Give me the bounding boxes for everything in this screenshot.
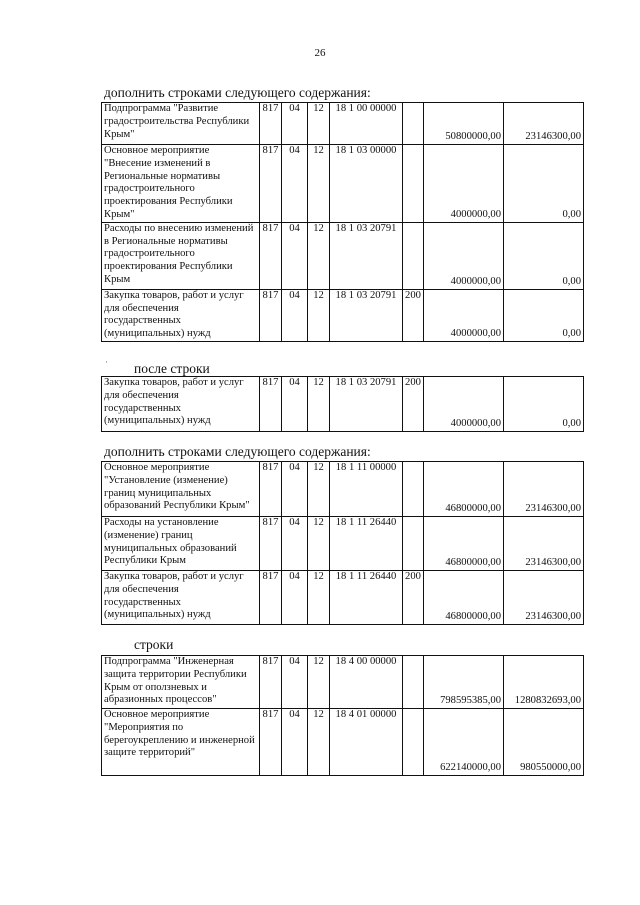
row-name: Закупка товаров, работ и услуг для обеспечения государственных (муниципальных) нужд [102,377,260,432]
row-amount-2: 0,00 [504,377,584,432]
row-amount-2: 23146300,00 [504,462,584,517]
mark-dot: · [105,357,108,367]
row-target-code: 18 4 00 00000 [330,656,403,709]
row-expense-type [403,222,424,289]
row-expense-type [403,145,424,223]
row-section-code: 04 [282,571,308,625]
table-row [102,222,584,289]
budget-table-3 [101,461,584,625]
table-row [102,145,584,223]
row-target-code: 18 1 11 26440 [330,571,403,625]
row-name: Основное мероприятие "Мероприятия по берегоукреплению и инженерной защите территорий" [102,709,260,776]
budget-table-1 [101,102,584,342]
section-heading-1: дополнить строками следующего содержания: [104,85,371,100]
row-subsection-code: 12 [308,462,330,517]
row-ved-code: 817 [260,709,282,776]
row-expense-type: 200 [403,571,424,625]
table-row [102,656,584,709]
row-subsection-code: 12 [308,571,330,625]
row-amount-2: 0,00 [504,222,584,289]
table-row [102,377,584,432]
row-expense-type: 200 [403,377,424,432]
row-amount-1: 46800000,00 [424,571,504,625]
section-heading-4: строки [134,637,174,652]
row-ved-code: 817 [260,289,282,341]
table-row [102,709,584,776]
row-section-code: 04 [282,103,308,145]
row-target-code: 18 1 03 00000 [330,145,403,223]
row-section-code: 04 [282,145,308,223]
row-subsection-code: 12 [308,145,330,223]
row-subsection-code: 12 [308,289,330,341]
row-target-code: 18 1 11 00000 [330,462,403,517]
table-row [102,571,584,625]
row-amount-2: 23146300,00 [504,571,584,625]
row-expense-type [403,103,424,145]
table-row [102,289,584,341]
row-subsection-code: 12 [308,656,330,709]
row-amount-2: 1280832693,00 [504,656,584,709]
row-expense-type [403,709,424,776]
row-amount-2: 0,00 [504,289,584,341]
row-amount-1: 46800000,00 [424,462,504,517]
row-amount-2: 23146300,00 [504,103,584,145]
row-name: Подпрограмма "Развитие градостроительства Республики Крым" [102,103,260,145]
row-ved-code: 817 [260,571,282,625]
row-name: Основное мероприятие "Внесение изменений в Региональные нормативы градостроительного проектирования Республики Крым" [102,145,260,223]
row-target-code: 18 4 01 00000 [330,709,403,776]
row-ved-code: 817 [260,377,282,432]
row-amount-1: 622140000,00 [424,709,504,776]
row-amount-1: 4000000,00 [424,377,504,432]
row-expense-type [403,517,424,571]
row-amount-2: 980550000,00 [504,709,584,776]
row-target-code: 18 1 03 20791 [330,377,403,432]
budget-table-2 [101,376,584,432]
row-target-code: 18 1 00 00000 [330,103,403,145]
row-amount-1: 4000000,00 [424,289,504,341]
page-number: 26 [314,47,326,59]
row-amount-1: 46800000,00 [424,517,504,571]
row-ved-code: 817 [260,656,282,709]
row-ved-code: 817 [260,222,282,289]
row-expense-type [403,462,424,517]
row-ved-code: 817 [260,145,282,223]
row-section-code: 04 [282,517,308,571]
row-ved-code: 817 [260,517,282,571]
row-section-code: 04 [282,222,308,289]
row-subsection-code: 12 [308,103,330,145]
row-name: Основное мероприятие "Установление (изменение) границ муниципальных образований Республики Крым" [102,462,260,517]
row-target-code: 18 1 03 20791 [330,222,403,289]
row-subsection-code: 12 [308,222,330,289]
row-name: Подпрограмма "Инженерная защита территории Республики Крым от оползневых и абразионных процессов" [102,656,260,709]
row-section-code: 04 [282,709,308,776]
row-section-code: 04 [282,656,308,709]
row-section-code: 04 [282,462,308,517]
row-expense-type: 200 [403,289,424,341]
row-ved-code: 817 [260,103,282,145]
row-name: Расходы по внесению изменений в Региональные нормативы градостроительного проектирования Республики Крым [102,222,260,289]
table-row [102,517,584,571]
row-amount-1: 4000000,00 [424,145,504,223]
row-name: Закупка товаров, работ и услуг для обеспечения государственных (муниципальных) нужд [102,571,260,625]
row-subsection-code: 12 [308,377,330,432]
row-name: Закупка товаров, работ и услуг для обеспечения государственных (муниципальных) нужд [102,289,260,341]
row-name: Расходы на установление (изменение) границ муниципальных образований Республики Крым [102,517,260,571]
table-row [102,462,584,517]
table-row [102,103,584,145]
section-heading-2: после строки [134,361,210,376]
budget-table-4 [101,655,584,776]
row-subsection-code: 12 [308,517,330,571]
row-target-code: 18 1 03 20791 [330,289,403,341]
section-heading-3: дополнить строками следующего содержания: [104,444,371,459]
row-amount-1: 50800000,00 [424,103,504,145]
row-amount-2: 0,00 [504,145,584,223]
row-amount-1: 4000000,00 [424,222,504,289]
row-expense-type [403,656,424,709]
row-amount-2: 23146300,00 [504,517,584,571]
row-section-code: 04 [282,289,308,341]
row-subsection-code: 12 [308,709,330,776]
row-amount-1: 798595385,00 [424,656,504,709]
row-ved-code: 817 [260,462,282,517]
row-target-code: 18 1 11 26440 [330,517,403,571]
row-section-code: 04 [282,377,308,432]
